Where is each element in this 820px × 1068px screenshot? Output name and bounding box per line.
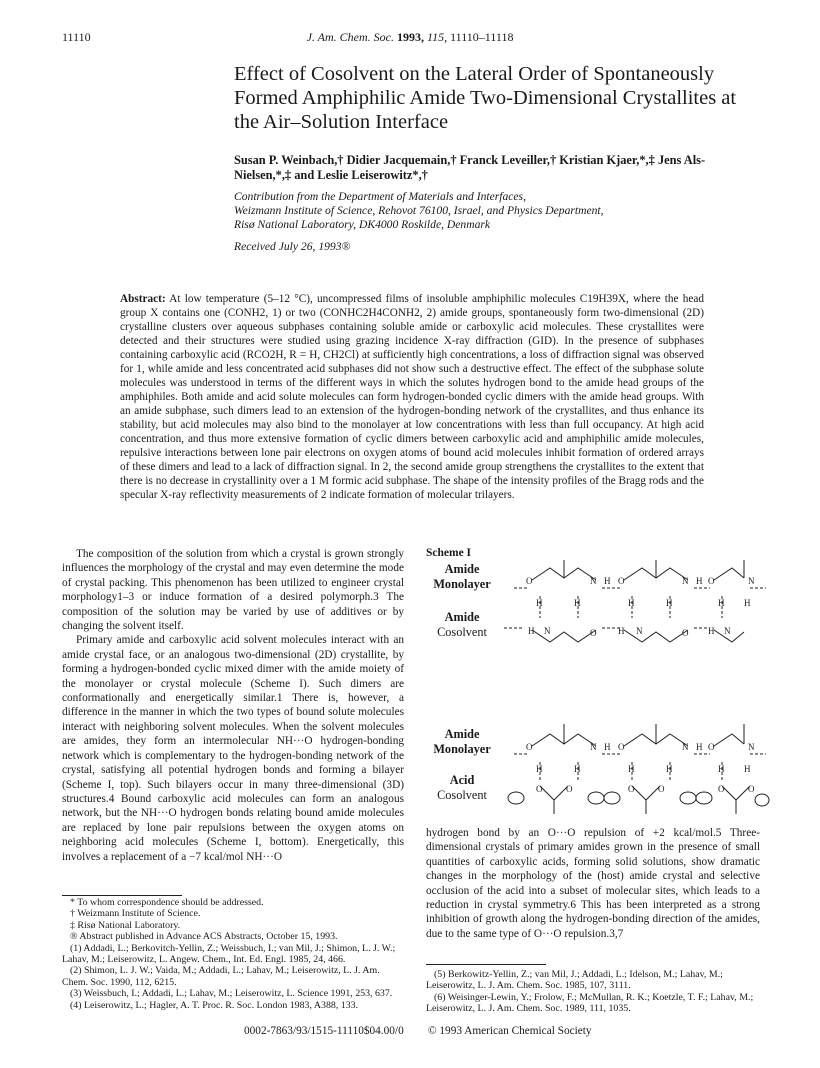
scheme-title: Scheme I: [426, 547, 472, 559]
svg-text:H: H: [536, 764, 543, 774]
svg-text:O: O: [536, 784, 543, 794]
scheme-label-amide-monolayer-bottom: Amide Monolayer: [433, 727, 491, 756]
svg-text:N: N: [636, 626, 643, 636]
svg-text:N: N: [590, 576, 597, 586]
footnote: (3) Weissbuch, I.; Addadi, L.; Lahav, M.; Leiserowitz, L. Science 1991, 253, 637.: [70, 988, 393, 1000]
svg-text:O: O: [590, 628, 597, 638]
svg-text:O: O: [718, 784, 725, 794]
footer-copyright: © 1993 American Chemical Society: [428, 1025, 592, 1037]
footer-code: 0002-7863/93/1515-11110$04.00/0: [244, 1025, 404, 1037]
svg-text:O: O: [628, 784, 635, 794]
svg-text:N: N: [590, 742, 597, 752]
svg-text:N: N: [544, 626, 551, 636]
svg-text:H: H: [718, 598, 725, 608]
svg-text:H: H: [696, 576, 703, 586]
body-left-column: [62, 547, 404, 864]
svg-text:H: H: [574, 764, 581, 774]
svg-text:O: O: [618, 742, 625, 752]
svg-text:O: O: [682, 628, 689, 638]
footnote: (6) Weisinger-Lewin, Y.; Frolow, F.; McMullan, R. K.; Koetzle, T. F.; Lahav, M.; Leiserowitz, L. J. Am. Chem. Soc. 1989, 111, 1035.: [426, 991, 754, 1015]
svg-text:O: O: [526, 576, 533, 586]
abstract: [120, 292, 704, 502]
svg-text:O: O: [566, 784, 573, 794]
footnote: (1) Addadi, L.; Berkovitch-Yellin, Z.; Weissbuch, I.; van Mil, J.; Shimon, L. J. W.; Lahav, M.; Leiserowitz, L. Angew. Chem., Int. Ed. Engl. 1985, 24, 466.: [62, 942, 396, 966]
scheme-label-amide-cosolvent: Amide Cosolvent: [437, 610, 487, 639]
svg-text:H: H: [666, 764, 673, 774]
affiliation-line: Weizmann Institute of Science, Rehovot 76100, Israel, and Physics Department,: [234, 204, 604, 217]
svg-text:H: H: [618, 626, 625, 636]
svg-text:N: N: [682, 742, 689, 752]
svg-text:H: H: [666, 598, 673, 608]
scheme-structure-amide-acid: [504, 722, 770, 822]
svg-text:O: O: [708, 742, 715, 752]
svg-text:H: H: [744, 764, 751, 774]
scheme-label-amide-monolayer-top: Amide Monolayer: [433, 562, 491, 591]
svg-text:H: H: [604, 576, 611, 586]
article-title: Effect of Cosolvent on the Lateral Order of Spontaneously Formed Amphiphilic Amide Two-Dimensional Crystallites at the Air–Solution Interface: [234, 63, 737, 133]
footnote-divider: [426, 964, 546, 965]
svg-text:O: O: [748, 784, 755, 794]
svg-text:O: O: [526, 742, 533, 752]
svg-text:H: H: [718, 764, 725, 774]
svg-text:O: O: [658, 784, 665, 794]
body-right-column: [426, 826, 760, 941]
journal-name: J. Am. Chem. Soc.: [306, 30, 394, 44]
page-number: 11110: [62, 30, 91, 44]
affiliation: [234, 190, 754, 232]
journal-volume: 115,: [427, 30, 448, 44]
svg-text:H: H: [604, 742, 611, 752]
affiliation-line: Risø National Laboratory, DK4000 Roskilde, Denmark: [234, 218, 491, 231]
scheme-label-acid-cosolvent: Acid Cosolvent: [437, 773, 487, 802]
svg-text:H: H: [628, 764, 635, 774]
svg-text:H: H: [696, 742, 703, 752]
svg-text:H: H: [708, 626, 715, 636]
footnote: (5) Berkowitz-Yellin, Z.; van Mil, J.; Addadi, L.; Idelson, M.; Lahav, M.; Leiserowitz, L. J. Am. Chem. Soc. 1985, 107, 3111.: [426, 969, 723, 992]
body-paragraph: The composition of the solution from which a crystal is grown strongly influences the morphology of the crystal and may even determine the mode of crystal packing. This phenomenon has been utilized to engineer crystal morphology1–3 or induce formation of a desired polymorph.3 The composition of the solution may be varied by use of additives or by changing the solvent itself.: [62, 548, 404, 633]
svg-text:H: H: [744, 598, 751, 608]
svg-text:O: O: [618, 576, 625, 586]
abstract-text: At low temperature (5–12 °C), uncompressed films of insoluble amphiphilic molecules C19H39X, where the head group X contains one (CONH2, 1) or two (CONHC2H4CONH2, 2) amide groups, spontaneously form two-dimensional (2D) crystalline clusters over aqueous subphases containing soluble amide or carboxylic acid molecules. These crystallites were detected and their structures were studied using grazing incidence X-ray diffraction (GID). In the presence of subphases containing carboxylic acid (RCO2H, R = H, CH2Cl) at sufficiently high concentrations, a loss of diffraction signal was observed for 1, while amide and less concentrated acid subphases did not show such a destructive effect. The effect of the subphase solute molecules was understood in terms of the different ways in which the solutes hydrogen bond to the amide head groups of the amphiphiles. Both amide and acid solute molecules can form hydrogen-bonded cyclic dimers with the amide head groups. With an amide subphase, such dimers lead to an extension of the hydrogen-bonding network of the crystallites, and thus enhance its stability, but acid molecules may also bind to the monolayer at low concentrations with less than full occupancy. At high acid concentration, and thus more extensive formation of cyclic dimers between carboxylic acid and amphiphilic amide molecules, repulsive interactions between lone pair electrons on oxygen atoms of bound acid molecules inhibit formation of ordered arrays of these dimers and lead to a lack of diffraction signal. In 2, the second amide group strengthens the crystallites to the extent that there is no decrease in crystallinity over a 1 M formic acid subphase. The shape of the intensity profiles of the Bragg rods and the specular X-ray reflectivity measurements of 2 indicate formation of molecular trilayers.: [120, 293, 704, 501]
svg-text:H: H: [528, 626, 535, 636]
abstract-label: Abstract:: [120, 293, 166, 305]
author-list: Susan P. Weinbach,† Didier Jacquemain,† Franck Leveiller,† Kristian Kjaer,*,‡ Jens Als-Nielsen,*,‡ and Leslie Leiserowitz*,†: [234, 153, 706, 182]
svg-text:O: O: [708, 576, 715, 586]
received-date: Received July 26, 1993®: [234, 240, 351, 253]
footnote: * To whom correspondence should be addressed.: [70, 897, 264, 908]
journal-year: 1993,: [397, 30, 424, 44]
body-paragraph: Primary amide and carboxylic acid solvent molecules interact with an amide crystal face, or an analogous two-dimensional (2D) crystallite, by forming a hydrogen-bonded cyclic mixed dimer with the amide moiety of the monolayer or crystal molecule (Scheme I). Such dimers are conformationally and energetically similar.1 There is, however, a difference in the manner in which the two types of bound solute molecules interact with neighboring solvent molecules. When the solvent molecules are amides, they form an intermolecular NH···O hydrogen-bonding network which is complementary to the hydrogen-bonding network of the crystal, satisfying all potential hydrogen bonds and forming a bilayer (Scheme I, top). Such bilayers occur in many three-dimensional (3D) structures.4 Bound carboxylic acid molecules can form an analogous network, but the NH···O hydrogen bonds relating bound amide molecules are replaced by lone pair repulsions between the oxygen atoms on neighboring acid molecules (Scheme I, bottom). Energetically, this involves a replacement of a −7 kcal/mol NH···O: [62, 634, 404, 863]
svg-text:N: N: [748, 742, 755, 752]
footnotes-left: [62, 897, 404, 1011]
svg-text:N: N: [724, 626, 731, 636]
footnote-divider: [62, 895, 182, 896]
svg-text:N: N: [748, 576, 755, 586]
body-paragraph: hydrogen bond by an O···O repulsion of +2 kcal/mol.5 Three-dimensional crystals of primary amides grown in the presence of small quantities of carboxylic acids, forming solid solutions, show dramatic changes in the morphology of the (host) amide crystal and selective occlusion of the acid into a subset of molecular sites, which leads to a reduction in crystal symmetry.6 This has been interpreted as a strong inhibition of growth along the hydrogen-bonding direction of the amides, due to the same type of O···O repulsion.3,7: [426, 827, 760, 940]
running-header: [0, 30, 820, 45]
footnotes-right: [426, 969, 760, 1015]
footnote: (2) Shimon, L. J. W.; Vaida, M.; Addadi, L.; Lahav, M.; Leiserowitz, L. J. Am. Chem. Soc. 1990, 112, 6215.: [62, 965, 380, 988]
svg-text:N: N: [682, 576, 689, 586]
scheme-structure-amide-amide: [504, 558, 770, 658]
footnote: † Weizmann Institute of Science.: [70, 908, 201, 920]
svg-text:H: H: [628, 598, 635, 608]
svg-text:H: H: [574, 598, 581, 608]
footnote: ® Abstract published in Advance ACS Abstracts, October 15, 1993.: [70, 931, 338, 943]
journal-pages: 11110–11118: [450, 30, 514, 44]
footnote: (4) Leiserowitz, L.; Hagler, A. T. Proc. R. Soc. London 1983, A388, 133.: [70, 999, 359, 1011]
footnote: ‡ Risø National Laboratory.: [70, 919, 181, 931]
svg-text:H: H: [536, 598, 543, 608]
affiliation-line: Contribution from the Department of Materials and Interfaces,: [234, 190, 526, 203]
